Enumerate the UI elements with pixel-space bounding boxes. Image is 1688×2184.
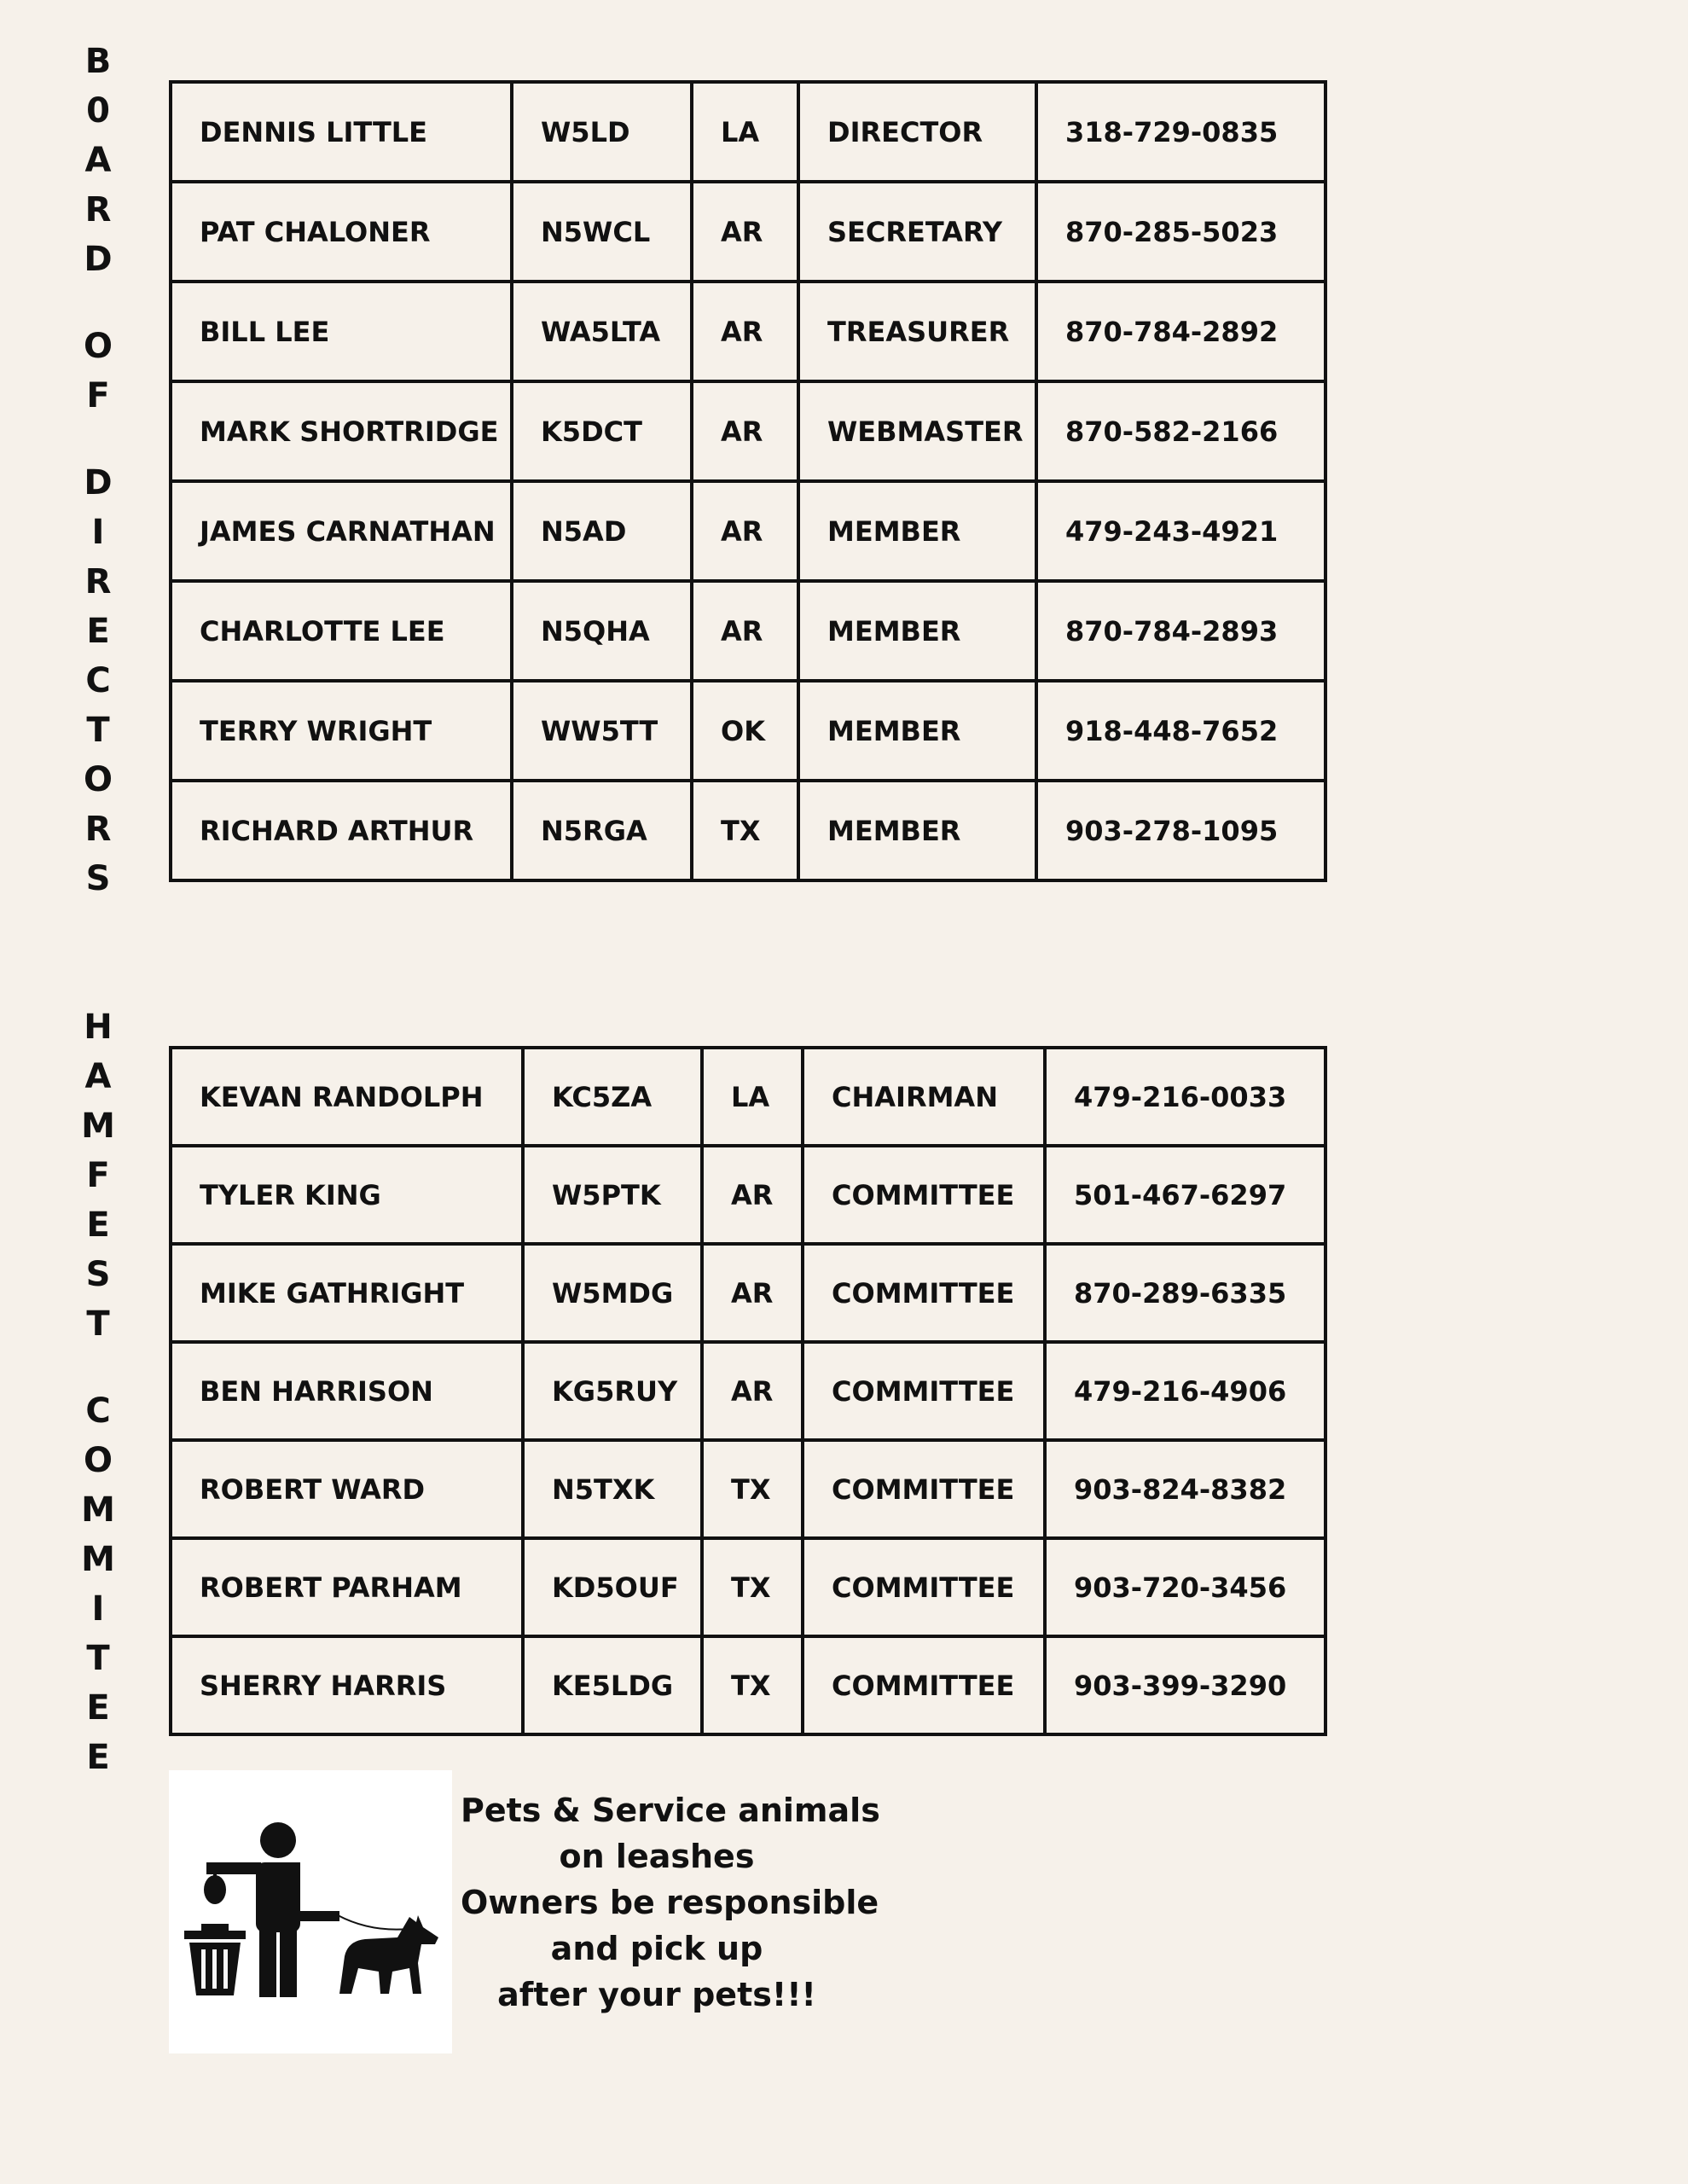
label-letter: R <box>84 810 112 849</box>
role-cell: CHAIRMAN <box>803 1048 1045 1146</box>
callsign-cell: KC5ZA <box>523 1048 702 1146</box>
state-cell: LA <box>702 1048 803 1146</box>
role-cell: SECRETARY <box>798 182 1036 282</box>
label-letter: O <box>83 1441 113 1480</box>
role-cell: MEMBER <box>798 481 1036 581</box>
callsign-cell: K5DCT <box>512 381 692 481</box>
state-cell: AR <box>692 481 798 581</box>
table-row <box>171 82 1325 182</box>
phone-cell: 870-582-2166 <box>1036 381 1325 481</box>
name-cell: ROBERT WARD <box>171 1440 523 1538</box>
table-row <box>171 1636 1325 1734</box>
callsign-cell: KE5LDG <box>523 1636 702 1734</box>
label-letter: O <box>83 760 113 799</box>
label-letter: E <box>86 1205 110 1245</box>
label-letter: E <box>86 612 110 651</box>
state-cell: TX <box>702 1636 803 1734</box>
phone-cell: 870-289-6335 <box>1045 1244 1325 1342</box>
label-letter: M <box>81 1540 115 1579</box>
name-cell: KEVAN RANDOLPH <box>171 1048 523 1146</box>
callsign-cell: N5AD <box>512 481 692 581</box>
phone-cell: 870-285-5023 <box>1036 182 1325 282</box>
callsign-cell: W5LD <box>512 82 692 182</box>
phone-cell: 903-399-3290 <box>1045 1636 1325 1734</box>
name-cell: MARK SHORTRIDGE <box>171 381 512 481</box>
table-row <box>171 1342 1325 1440</box>
state-cell: AR <box>702 1244 803 1342</box>
name-cell: DENNIS LITTLE <box>171 82 512 182</box>
role-cell: COMMITTEE <box>803 1244 1045 1342</box>
table-row <box>171 1538 1325 1636</box>
label-letter: H <box>84 1008 113 1047</box>
callsign-cell: W5PTK <box>523 1146 702 1244</box>
pet-waste-pickup-icon <box>169 1770 452 2053</box>
table-row <box>171 1146 1325 1244</box>
role-cell: COMMITTEE <box>803 1146 1045 1244</box>
label-letter: I <box>91 1589 105 1629</box>
notice-line: and pick up <box>550 1930 763 1967</box>
name-cell: JAMES CARNATHAN <box>171 481 512 581</box>
phone-cell: 479-243-4921 <box>1036 481 1325 581</box>
table-row <box>171 681 1325 781</box>
role-cell: COMMITTEE <box>803 1440 1045 1538</box>
role-cell: MEMBER <box>798 681 1036 781</box>
state-cell: AR <box>692 581 798 681</box>
board-of-directors-label <box>68 37 128 903</box>
role-cell: COMMITTEE <box>803 1342 1045 1440</box>
label-letter <box>92 284 104 322</box>
table-row <box>171 381 1325 481</box>
state-cell: TX <box>702 1440 803 1538</box>
notice-line: on leashes <box>559 1838 755 1875</box>
pet-notice <box>461 1787 880 2018</box>
state-cell: AR <box>692 182 798 282</box>
state-cell: AR <box>692 282 798 381</box>
name-cell: TYLER KING <box>171 1146 523 1244</box>
hamfest-committee-table <box>169 1046 1327 1736</box>
state-cell: TX <box>702 1538 803 1636</box>
label-letter: E <box>86 1688 110 1728</box>
phone-cell: 903-720-3456 <box>1045 1538 1325 1636</box>
name-cell: CHARLOTTE LEE <box>171 581 512 681</box>
role-cell: TREASURER <box>798 282 1036 381</box>
callsign-cell: WW5TT <box>512 681 692 781</box>
state-cell: AR <box>692 381 798 481</box>
label-letter: C <box>85 661 111 700</box>
role-cell: COMMITTEE <box>803 1538 1045 1636</box>
phone-cell: 918-448-7652 <box>1036 681 1325 781</box>
phone-cell: 479-216-4906 <box>1045 1342 1325 1440</box>
table-row <box>171 781 1325 880</box>
name-cell: ROBERT PARHAM <box>171 1538 523 1636</box>
label-letter: R <box>84 562 112 601</box>
phone-cell: 501-467-6297 <box>1045 1146 1325 1244</box>
label-letter: A <box>84 1057 112 1096</box>
phone-cell: 903-278-1095 <box>1036 781 1325 880</box>
role-cell: MEMBER <box>798 781 1036 880</box>
phone-cell: 479-216-0033 <box>1045 1048 1325 1146</box>
name-cell: BILL LEE <box>171 282 512 381</box>
label-letter: D <box>84 240 113 279</box>
notice-line: after your pets!!! <box>497 1976 816 2013</box>
table-row <box>171 581 1325 681</box>
label-letter: F <box>86 376 110 415</box>
table-row <box>171 282 1325 381</box>
label-letter <box>92 1349 104 1386</box>
table-row <box>171 1048 1325 1146</box>
label-letter: M <box>81 1490 115 1530</box>
callsign-cell: N5RGA <box>512 781 692 880</box>
label-letter: D <box>84 463 113 502</box>
label-letter: S <box>85 859 111 898</box>
label-letter <box>92 421 104 458</box>
role-cell: WEBMASTER <box>798 381 1036 481</box>
label-letter: A <box>84 141 112 180</box>
phone-cell: 903-824-8382 <box>1045 1440 1325 1538</box>
label-letter: T <box>86 711 110 750</box>
notice-line: Owners be responsible <box>461 1884 879 1921</box>
role-cell: MEMBER <box>798 581 1036 681</box>
state-cell: AR <box>702 1342 803 1440</box>
label-letter: F <box>86 1156 110 1195</box>
label-letter: C <box>85 1391 111 1431</box>
callsign-cell: N5QHA <box>512 581 692 681</box>
table-row <box>171 1244 1325 1342</box>
state-cell: OK <box>692 681 798 781</box>
phone-cell: 870-784-2892 <box>1036 282 1325 381</box>
phone-cell: 318-729-0835 <box>1036 82 1325 182</box>
callsign-cell: W5MDG <box>523 1244 702 1342</box>
name-cell: TERRY WRIGHT <box>171 681 512 781</box>
board-of-directors-table <box>169 80 1327 882</box>
table-row <box>171 1440 1325 1538</box>
name-cell: MIKE GATHRIGHT <box>171 1244 523 1342</box>
name-cell: BEN HARRISON <box>171 1342 523 1440</box>
name-cell: RICHARD ARTHUR <box>171 781 512 880</box>
state-cell: AR <box>702 1146 803 1244</box>
hamfest-committee-label <box>68 1002 128 1782</box>
table-row <box>171 481 1325 581</box>
label-letter: I <box>91 513 105 552</box>
label-letter: T <box>86 1639 110 1678</box>
table-row <box>171 182 1325 282</box>
role-cell: COMMITTEE <box>803 1636 1045 1734</box>
label-letter: R <box>84 190 112 229</box>
label-letter: E <box>86 1738 110 1777</box>
callsign-cell: N5TXK <box>523 1440 702 1538</box>
phone-cell: 870-784-2893 <box>1036 581 1325 681</box>
notice-line: Pets & Service animals <box>461 1792 880 1829</box>
role-cell: DIRECTOR <box>798 82 1036 182</box>
label-letter: M <box>81 1107 115 1146</box>
callsign-cell: WA5LTA <box>512 282 692 381</box>
label-letter: T <box>86 1304 110 1344</box>
label-letter: B <box>84 42 112 81</box>
state-cell: LA <box>692 82 798 182</box>
callsign-cell: KG5RUY <box>523 1342 702 1440</box>
callsign-cell: KD5OUF <box>523 1538 702 1636</box>
label-letter: 0 <box>86 91 110 131</box>
name-cell: SHERRY HARRIS <box>171 1636 523 1734</box>
callsign-cell: N5WCL <box>512 182 692 282</box>
state-cell: TX <box>692 781 798 880</box>
label-letter: O <box>83 327 113 366</box>
label-letter: S <box>85 1255 111 1294</box>
name-cell: PAT CHALONER <box>171 182 512 282</box>
